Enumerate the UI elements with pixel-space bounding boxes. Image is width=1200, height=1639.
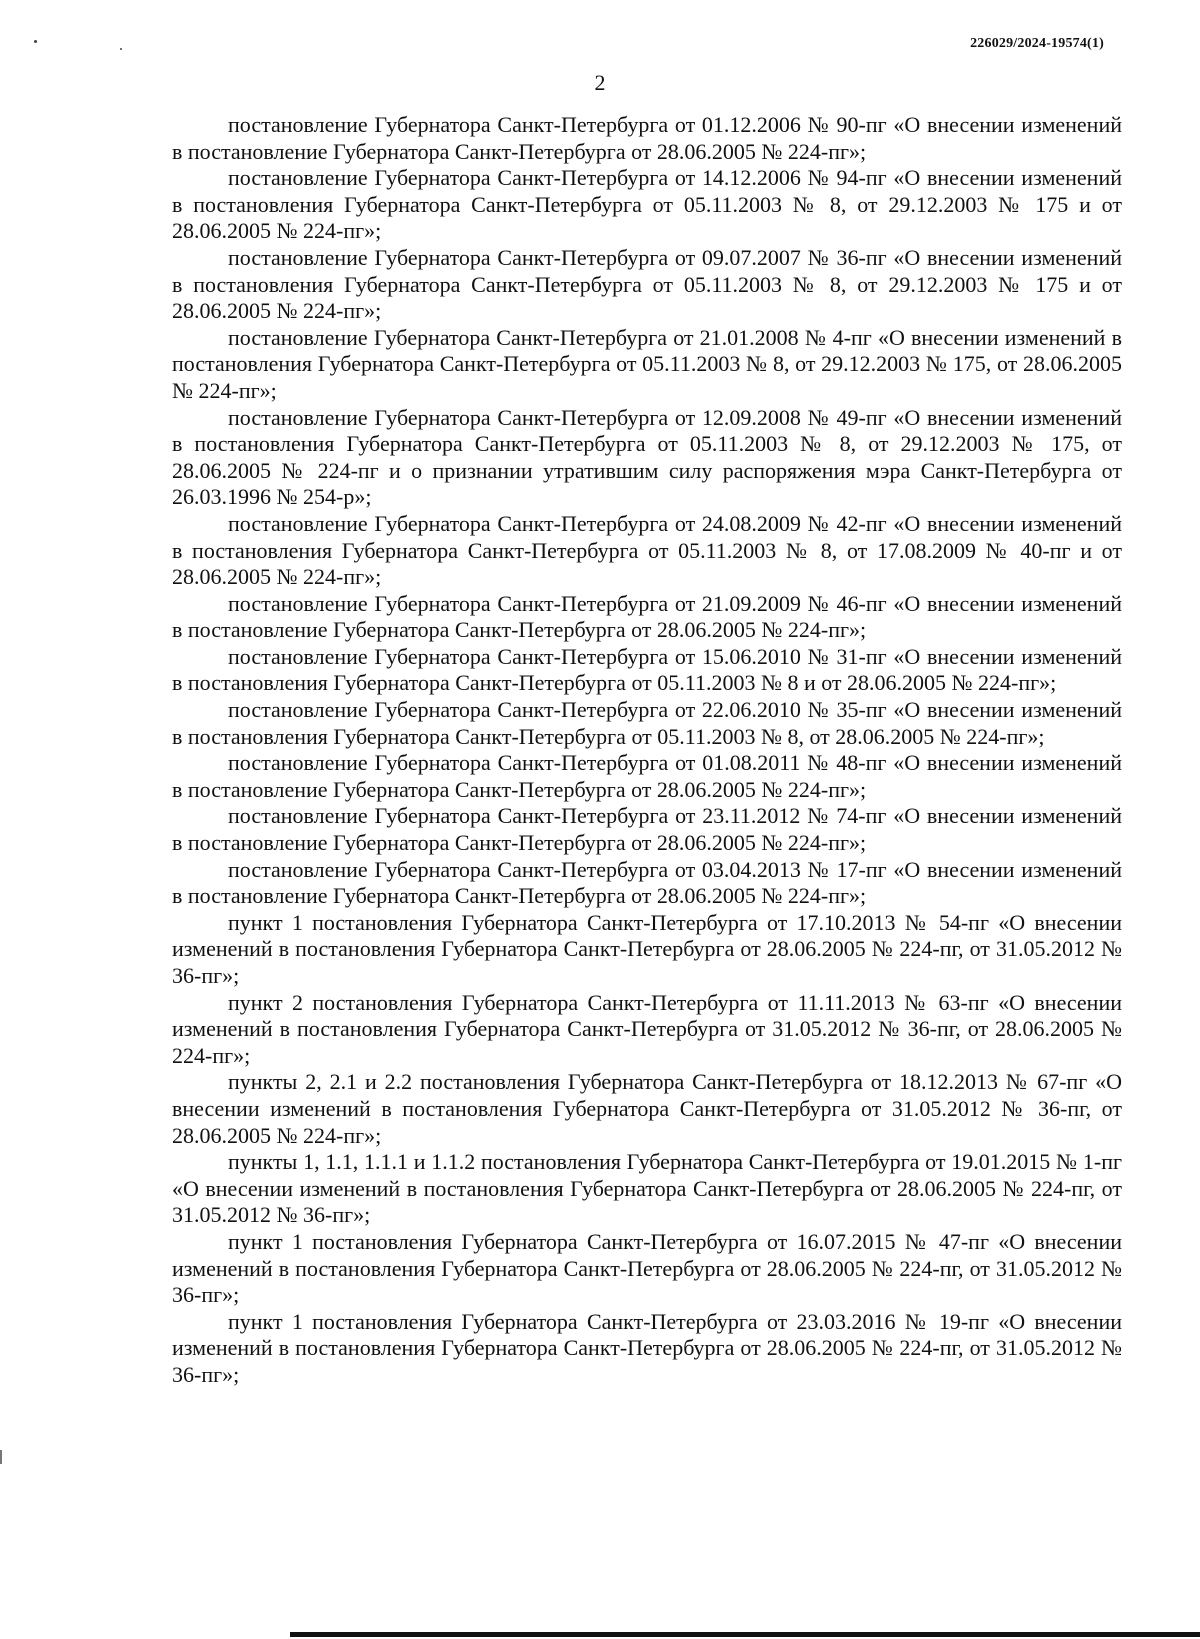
scan-edge-mark <box>0 1450 2 1464</box>
paragraph: постановление Губернатора Санкт-Петербурга от 15.06.2010 № 31-пг «О внесении изменений в постановления Губернатора Санкт-Петербурга от 05.11.2003 № 8 и от 28.06.2005 № 224-пг»; <box>172 643 1122 696</box>
paragraph: постановление Губернатора Санкт-Петербурга от 21.09.2009 № 46-пг «О внесении изменений в постановление Губернатора Санкт-Петербурга от 28.06.2005 № 224-пг»; <box>172 590 1122 643</box>
paragraph: постановление Губернатора Санкт-Петербурга от 01.08.2011 № 48-пг «О внесении изменений в постановление Губернатора Санкт-Петербурга от 28.06.2005 № 224-пг»; <box>172 750 1122 802</box>
paragraph: постановление Губернатора Санкт-Петербурга от 22.06.2010 № 35-пг «О внесении изменений в постановления Губернатора Санкт-Петербурга от 05.11.2003 № 8, от 28.06.2005 № 224-пг»; <box>172 697 1122 749</box>
scan-speck <box>120 48 122 50</box>
scan-speck <box>34 40 37 43</box>
paragraph: постановление Губернатора Санкт-Петербурга от 01.12.2006 № 90-пг «О внесении изменений в постановление Губернатора Санкт-Петербурга от 28.06.2005 № 224-пг»; <box>172 112 1122 164</box>
paragraph: постановление Губернатора Санкт-Петербурга от 14.12.2006 № 94-пг «О внесении изменений в постановления Губернатора Санкт-Петербурга от 05.11.2003 № 8, от 29.12.2003 № 175 и от 28.06.2005 № 224-пг»; <box>172 165 1122 244</box>
document-id: 226029/2024-19574(1) <box>970 36 1104 51</box>
paragraph: пункт 2 постановления Губернатора Санкт-Петербурга от 11.11.2013 № 63-пг «О внесении изменений в постановления Губернатора Санкт-Петербурга от 31.05.2012 № 36-пг, от 28.06.2005 № 224-пг»; <box>172 989 1122 1068</box>
paragraph: постановление Губернатора Санкт-Петербурга от 23.11.2012 № 74-пг «О внесении изменений в постановление Губернатора Санкт-Петербурга от 28.06.2005 № 224-пг»; <box>172 803 1122 856</box>
paragraph: постановление Губернатора Санкт-Петербурга от 24.08.2009 № 42-пг «О внесении изменений в постановления Губернатора Санкт-Петербурга от 05.11.2003 № 8, от 17.08.2009 № 40-пг и от 28.06.2005 № 224-пг»; <box>172 510 1122 590</box>
paragraph: постановление Губернатора Санкт-Петербурга от 09.07.2007 № 36-пг «О внесении изменений в постановления Губернатора Санкт-Петербурга от 05.11.2003 № 8, от 29.12.2003 № 175 и от 28.06.2005 № 224-пг»; <box>172 244 1122 324</box>
paragraph: пункты 1, 1.1, 1.1.1 и 1.1.2 постановления Губернатора Санкт-Петербурга от 19.01.2015 № 1-пг «О внесении изменений в постановления Губернатора Санкт-Петербурга от 28.06.2005 № 224-пг, от 31.05.2012 № 36-пг»; <box>172 1149 1122 1228</box>
page-number: 2 <box>594 70 606 95</box>
document-body <box>172 112 1122 1389</box>
paragraph: постановление Губернатора Санкт-Петербурга от 12.09.2008 № 49-пг «О внесении изменений в постановления Губернатора Санкт-Петербурга от 05.11.2003 № 8, от 29.12.2003 № 175, от 28.06.2005 № 224-пг и о признании утратившим силу распоряжения мэра Санкт-Петербурга от 26.03.1996 № 254-р»; <box>172 404 1122 510</box>
scan-bottom-edge <box>290 1632 1200 1637</box>
paragraph: постановление Губернатора Санкт-Петербурга от 21.01.2008 № 4-пг «О внесении изменений в постановления Губернатора Санкт-Петербурга от 05.11.2003 № 8, от 29.12.2003 № 175, от 28.06.2005 № 224-пг»; <box>172 324 1122 403</box>
paragraph: пункты 2, 2.1 и 2.2 постановления Губернатора Санкт-Петербурга от 18.12.2013 № 67-пг «О внесении изменений в постановления Губернатора Санкт-Петербурга от 31.05.2012 № 36-пг, от 28.06.2005 № 224-пг»; <box>172 1069 1122 1148</box>
paragraph: пункт 1 постановления Губернатора Санкт-Петербурга от 23.03.2016 № 19-пг «О внесении изменений в постановления Губернатора Санкт-Петербурга от 28.06.2005 № 224-пг, от 31.05.2012 № 36-пг»; <box>172 1308 1122 1387</box>
paragraph: постановление Губернатора Санкт-Петербурга от 03.04.2013 № 17-пг «О внесении изменений в постановление Губернатора Санкт-Петербурга от 28.06.2005 № 224-пг»; <box>172 856 1122 909</box>
paragraph: пункт 1 постановления Губернатора Санкт-Петербурга от 17.10.2013 № 54-пг «О внесении изменений в постановления Губернатора Санкт-Петербурга от 28.06.2005 № 224-пг, от 31.05.2012 № 36-пг»; <box>172 909 1122 988</box>
paragraph: пункт 1 постановления Губернатора Санкт-Петербурга от 16.07.2015 № 47-пг «О внесении изменений в постановления Губернатора Санкт-Петербурга от 28.06.2005 № 224-пг, от 31.05.2012 № 36-пг»; <box>172 1228 1122 1308</box>
